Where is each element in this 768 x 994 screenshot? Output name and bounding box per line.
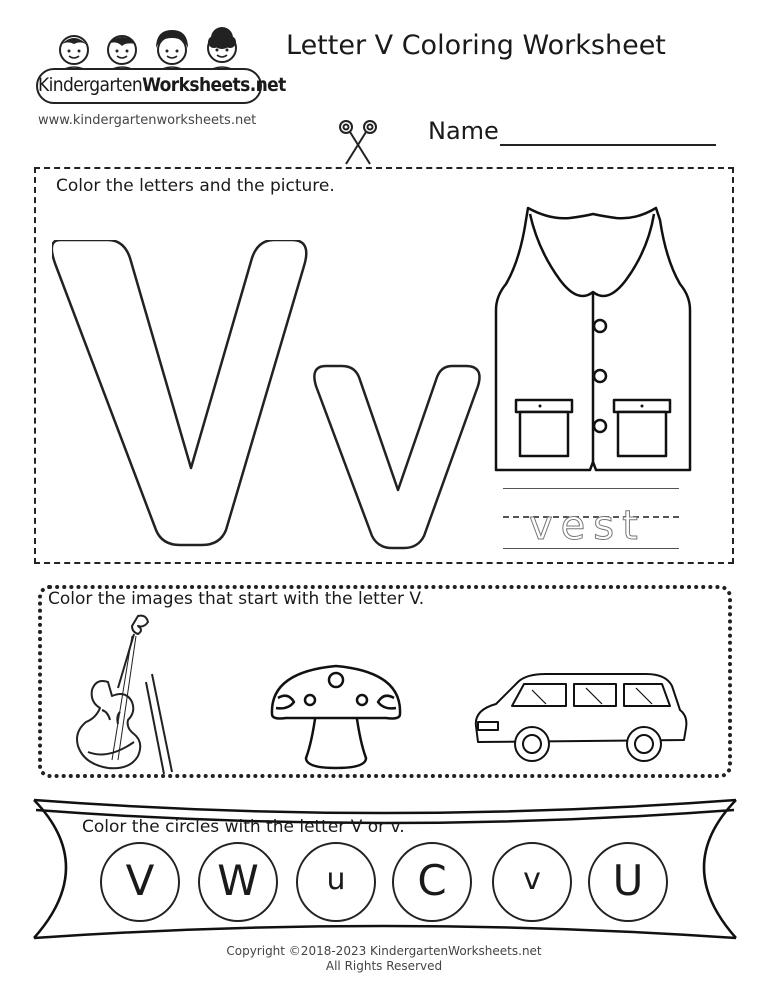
trace-word: vest [529, 503, 646, 549]
letter-circle[interactable]: v [492, 842, 572, 922]
logo-wordmark [36, 68, 286, 104]
letter-circle[interactable]: C [392, 842, 472, 922]
letter-circle[interactable]: U [588, 842, 668, 922]
instruction-color-circles: Color the circles with the letter V or v. [82, 817, 405, 837]
name-label: Name [428, 117, 499, 145]
instruction-color-letters: Color the letters and the picture. [56, 176, 335, 196]
rights-text: All Rights Reserved [325, 959, 443, 973]
violin-icon[interactable] [72, 612, 184, 778]
logo-brand-bold: Worksheets.net [142, 74, 286, 96]
van-icon[interactable] [466, 666, 692, 770]
mushroom-icon[interactable] [266, 662, 406, 772]
letters-vv[interactable] [52, 240, 482, 560]
instruction-color-images: Color the images that start with the letter V. [48, 589, 425, 609]
trace-word-lines[interactable] [503, 482, 679, 554]
letter-circle[interactable]: u [296, 842, 376, 922]
name-field-line[interactable] [500, 144, 716, 146]
uppercase-v-outline [52, 240, 306, 545]
letter-circle[interactable]: W [198, 842, 278, 922]
copyright-text: Copyright ©2018-2023 KindergartenWorksheets.net [226, 944, 542, 958]
logo-brand: Kindergarten [38, 74, 143, 96]
trace-top-line [503, 488, 679, 489]
page-title: Letter V Coloring Worksheet [286, 30, 666, 61]
vest-icon[interactable] [490, 200, 695, 475]
lowercase-v-outline [314, 366, 479, 548]
site-url: www.kindergartenworksheets.net [38, 113, 257, 128]
letter-circle[interactable]: V [100, 842, 180, 922]
scissors-icon [336, 118, 380, 168]
site-logo [36, 24, 286, 106]
copyright [0, 944, 768, 974]
